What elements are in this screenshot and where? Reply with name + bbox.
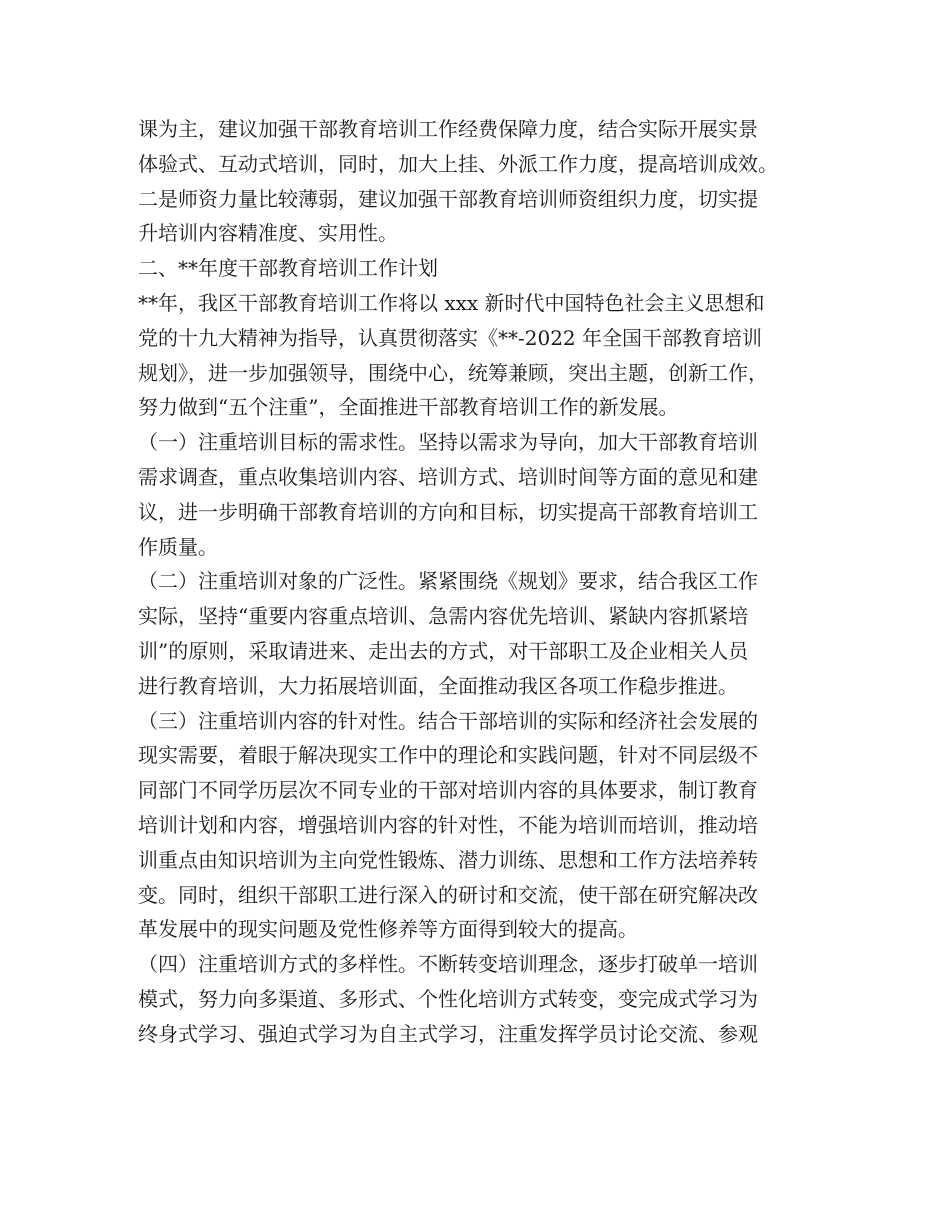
text-line: 培训计划和内容，增强培训内容的针对性，不能为培训而培训，推动培 — [138, 812, 758, 837]
text-line: 终身式学习、强迫式学习为自主式学习，注重发挥学员讨论交流、参观 — [138, 1021, 758, 1046]
text-line: 作质量。 — [138, 534, 218, 559]
text-line: 变。同时，组织干部职工进行深入的研讨和交流，使干部在研究解决改 — [138, 882, 758, 907]
text-line: （一）注重培训目标的需求性。坚持以需求为导向，加大干部教育培训 — [138, 430, 758, 455]
text-line: 体验式、互动式培训，同时，加大上挂、外派工作力度，提高培训成效。 — [138, 151, 778, 176]
text-line: 努力做到“五个注重”，全面推进干部教育培训工作的新发展。 — [138, 395, 679, 420]
text-line: 课为主，建议加强干部教育培训工作经费保障力度，结合实际开展实景 — [138, 117, 758, 141]
text-line: （三）注重培训内容的针对性。结合干部培训的实际和经济社会发展的 — [138, 708, 758, 733]
text-line: 二是师资力量比较薄弱，建议加强干部教育培训师资组织力度，切实提 — [138, 186, 758, 211]
text-line: 需求调查，重点收集培训内容、培训方式、培训时间等方面的意见和建 — [138, 464, 758, 489]
text-line: （四）注重培训方式的多样性。不断转变培训理念，逐步打破单一培训 — [138, 952, 758, 977]
text-line: 同部门不同学历层次不同专业的干部对培训内容的具体要求，制订教育 — [138, 778, 758, 803]
text-line: 党的十九大精神为指导，认真贯彻落实《**-2022 年全国干部教育培训 — [138, 325, 763, 350]
text-line: 进行教育培训，大力拓展培训面，全面推动我区各项工作稳步推进。 — [138, 673, 738, 698]
text-line: **年，我区干部教育培训工作将以 xxx 新时代中国特色社会主义思想和 — [138, 290, 765, 315]
section-heading: 二、**年度干部教育培训工作计划 — [138, 256, 438, 281]
text-line: （二）注重培训对象的广泛性。紧紧围绕《规划》要求，结合我区工作 — [138, 569, 758, 594]
text-line: 革发展中的现实问题及党性修养等方面得到较大的提高。 — [138, 917, 638, 942]
body-text — [138, 112, 828, 1052]
text-line: 模式，努力向多渠道、多形式、个性化培训方式转变，变完成式学习为 — [138, 986, 758, 1011]
text-line: 训重点由知识培训为主向党性锻炼、潜力训练、思想和工作方法培养转 — [138, 847, 758, 872]
text-line: 现实需要，着眼于解决现实工作中的理论和实践问题，针对不同层级不 — [138, 743, 758, 768]
text-line: 实际，坚持“重要内容重点培训、急需内容优先培训、紧缺内容抓紧培 — [138, 604, 749, 629]
text-line: 升培训内容精准度、实用性。 — [138, 221, 398, 246]
text-line: 规划》，进一步加强领导，围绕中心，统筹兼顾，突出主题，创新工作， — [138, 360, 768, 385]
text-line: 议，进一步明确干部教育培训的方向和目标，切实提高干部教育培训工 — [138, 499, 758, 524]
text-line: 训”的原则，采取请进来、走出去的方式，对干部职工及企业相关人员 — [138, 638, 749, 663]
